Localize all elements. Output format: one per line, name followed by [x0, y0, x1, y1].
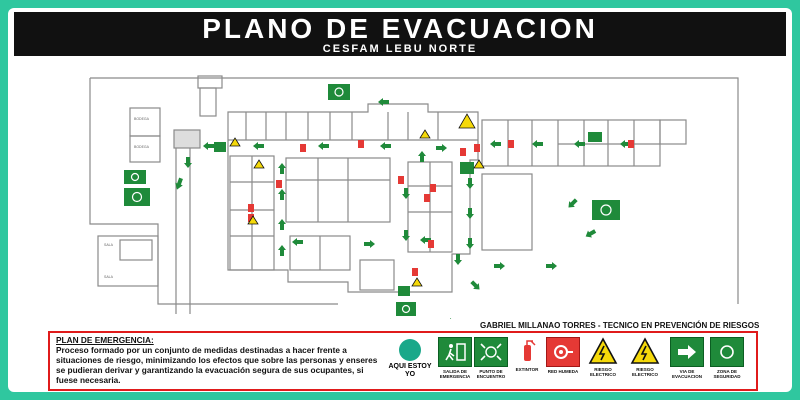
legend-sign-electric-hazard: RIESGO ELECTRICO [586, 337, 620, 377]
evacuation-arrow-icon [670, 337, 704, 367]
emergency-plan-description: Proceso formado por un conjunto de medidas destinadas a hacer frente a situaciones de riesgo, minimizando los efectos que sobre las personas y enseres se pudieran derivar y garantizando la evacuación segura de sus ocupantes, si fuese necesaria. [56, 345, 378, 385]
legend-sign-meeting-point: PUNTO DE ENCUENTRO [474, 337, 508, 379]
legend-panel [48, 331, 758, 391]
svg-text:BODEGA: BODEGA [134, 145, 149, 149]
legend-sign-exit: SALIDA DE EMERGENCIA [438, 337, 472, 379]
floor-plan [8, 64, 792, 319]
you-are-here-label-2: YO [404, 371, 416, 378]
safe-zone-markers [124, 84, 620, 316]
svg-text:SALA: SALA [104, 275, 113, 279]
legend-sign-safe-zone: ZONA DE SEGURIDAD [710, 337, 744, 379]
fire-extinguisher-icon [511, 337, 543, 365]
extinguisher-markers [248, 140, 634, 276]
legend-sign-extinguisher: EXTINTOR [510, 337, 544, 372]
meeting-point-icon [474, 337, 508, 367]
you-are-here [388, 339, 432, 379]
you-are-here-label: AQUI ESTOY [388, 363, 432, 370]
you-are-here-marker [399, 339, 421, 361]
general-hazard-icon [629, 337, 661, 365]
page-subtitle: CESFAM LEBU NORTE [322, 43, 478, 55]
evacuation-arrows [173, 98, 631, 319]
evacuation-plan-poster [8, 8, 792, 392]
emergency-plan-text [56, 335, 386, 385]
legend-sign-general-hazard: RIESGO ELECTRICO [628, 337, 662, 377]
page-title: PLANO DE EVACUACION [202, 13, 598, 44]
title-bar [14, 12, 786, 56]
svg-text:SALA: SALA [104, 243, 113, 247]
svg-text:BODEGA: BODEGA [134, 117, 149, 121]
safe-zone-icon [710, 337, 744, 367]
exit-door-icon [438, 337, 472, 367]
legend-sign-evacuation-route: VIA DE EVACUACION [670, 337, 704, 379]
author-credit: GABRIEL MILLANAO TORRES - TECNICO EN PREVENCIÓN DE RIESGOS [480, 321, 760, 330]
legend-sign-fire-hose: RED HUMEDA [546, 337, 580, 374]
fire-hose-icon [546, 337, 580, 367]
emergency-plan-heading: PLAN DE EMERGENCIA: [56, 335, 154, 345]
electric-hazard-icon [587, 337, 619, 365]
